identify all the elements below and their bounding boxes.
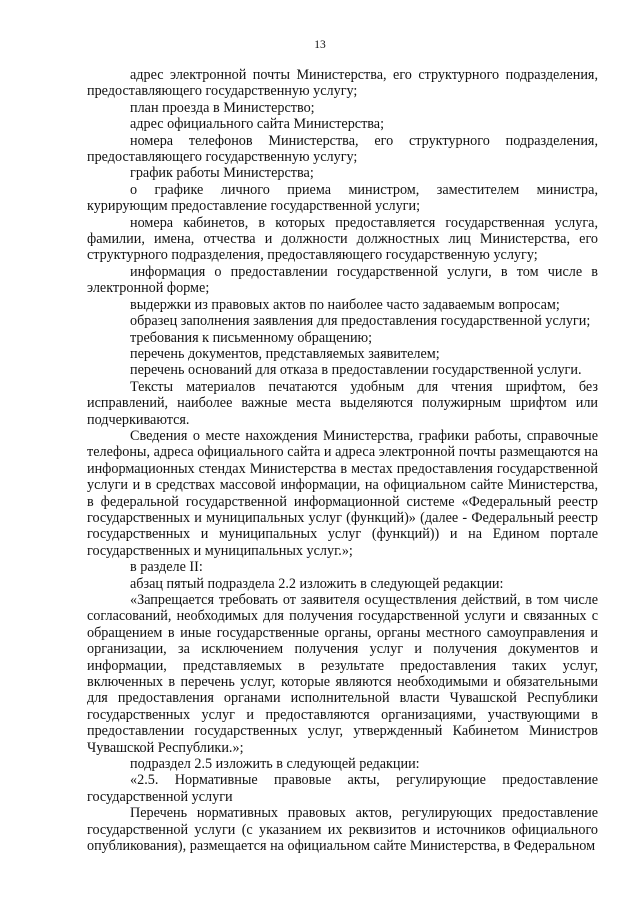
paragraph: план проезда в Министерство; [130,99,315,116]
paragraph: Тексты материалов печатаются удобным для чтения шрифтом, без исправлений, наиболее важные места выделяются полужирным шрифтом или подчеркиваются. [87,378,598,428]
paragraph: образец заполнения заявления для предоставления государственной услуги; [130,313,591,330]
paragraph: Сведения о месте нахождения Министерства, графики работы, справочные телефоны, адреса официального сайта и адреса электронной почты размещаются на информационных стендах Министерства в местах предоставления государственной услуги и в средствах массовой информации, на официальном сайте Министерства, в федеральной государственной информационной системе «Федеральный реестр государственных и муниципальных услуг (функций)» (далее - Федеральный реестр государственных и муниципальных услуг (функций)) и на Едином портале государственных и муниципальных услуг.»; [87,427,598,559]
paragraph: информация о предоставлении государственной услуги, в том числе в электронной форме; [87,263,598,297]
paragraph: адрес электронной почты Министерства, его структурного подразделения, предоставляющего государственную услугу; [87,67,598,100]
paragraph: требования к письменному обращению; [130,329,373,346]
paragraph: абзац пятый подраздела 2.2 изложить в следующей редакции: [130,575,504,592]
paragraph: в разделе II: [130,559,203,576]
paragraph: «2.5. Нормативные правовые акты, регулирующие предоставление государственной услуги [87,772,598,805]
paragraph: выдержки из правовых актов по наиболее часто задаваемым вопросам; [130,296,560,313]
paragraph: номера телефонов Министерства, его структурного подразделения, предоставляющего государственную услугу; [87,132,598,166]
paragraph: перечень документов, представляемых заявителем; [130,345,440,362]
paragraph: подраздел 2.5 изложить в следующей редакции: [130,756,420,773]
paragraph: Перечень нормативных правовых актов, регулирующих предоставление государственной услуги (с указанием их реквизитов и источников официального опубликования), размещается на официальном сайте Министерства, в Федеральном [87,805,598,855]
paragraph: адрес официального сайта Министерства; [130,116,385,133]
page-number: 13 [314,39,326,51]
paragraph: перечень оснований для отказа в предоставлении государственной услуги. [130,362,582,379]
document-body [87,67,598,855]
paragraph: о графике личного приема министром, заместителем министра, курирующим предоставление государственной услуги; [87,181,598,215]
paragraph: «Запрещается требовать от заявителя осуществления действий, в том числе согласований, необходимых для получения государственной услуги и связанных с обращением в иные государственные органы, органы местного самоуправления и организации, за исключением получения услуг и получения документов и информации, представляемых в результате предоставления таких услуг, включенных в перечень услуг, которые являются необходимыми и обязательными для предоставления органами исполнительной власти Чувашской Республики государственных услуг и предоставляются организациями, участвующими в предоставлении государственных услуг, утвержденный Кабинетом Министров Чувашской Республики.»; [87,592,598,756]
paragraph: график работы Министерства; [130,165,314,182]
paragraph: номера кабинетов, в которых предоставляется государственная услуга, фамилии, имена, отчества и должности должностных лиц Министерства, его структурного подразделения, предоставляющего государственную услугу; [87,214,598,264]
